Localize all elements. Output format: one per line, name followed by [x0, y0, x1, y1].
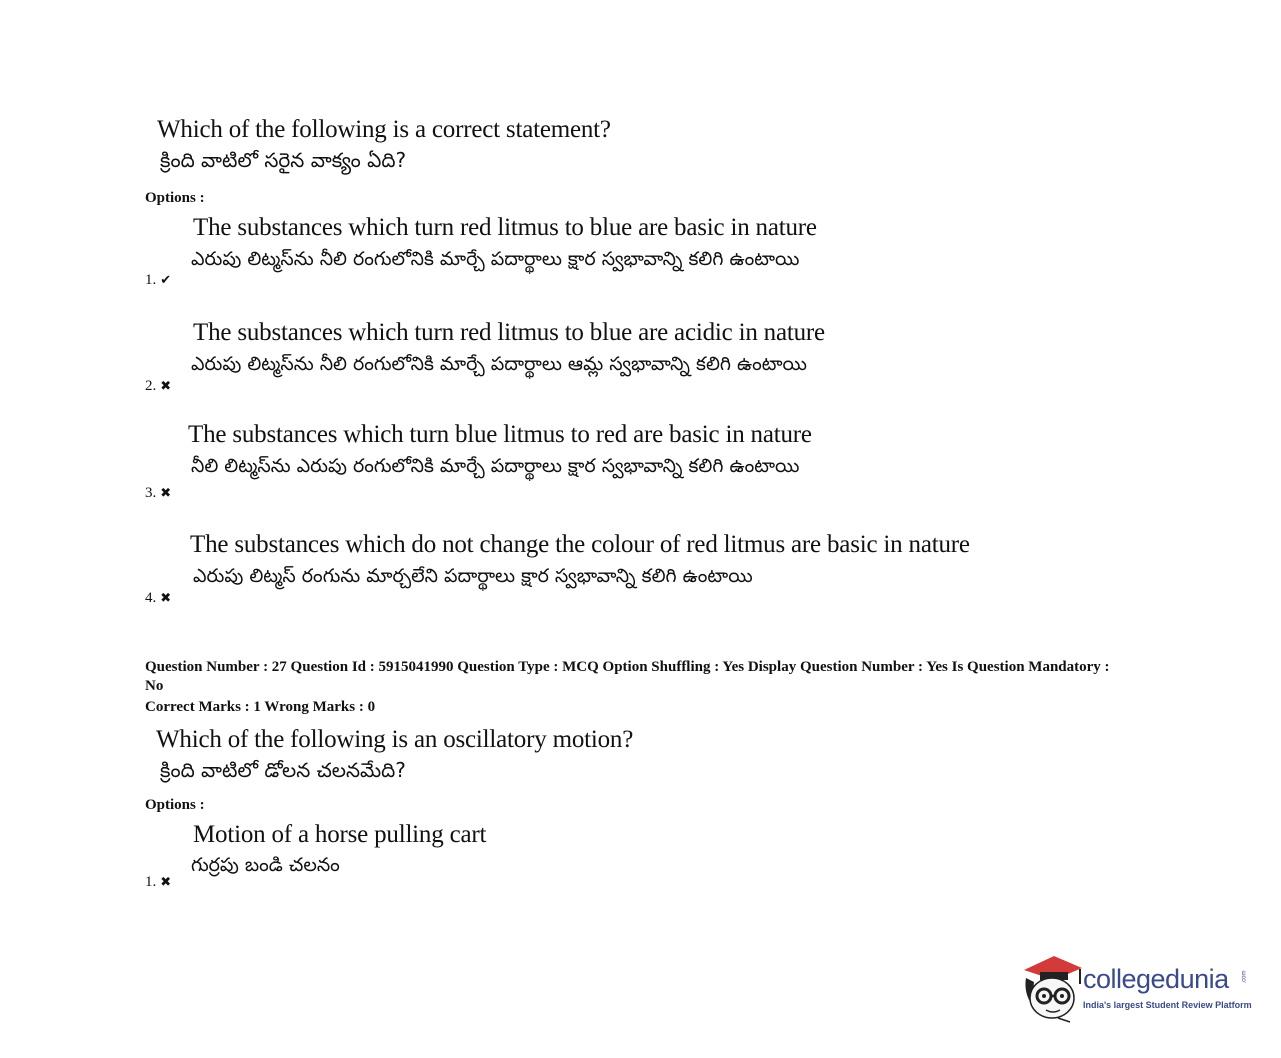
q1-option-1-text-te: ఎరుపు లిట్మస్‌ను నీలి రంగులోనికి మార్చే పదార్థాలు క్షార స్వభావాన్ని కలిగి ఉంటాయి	[191, 248, 800, 270]
q1-option-3-marker	[145, 484, 171, 502]
logo-wordmark: collegedunia	[1083, 964, 1229, 994]
q1-option-3-text-te: నీలి లిట్మస్‌ను ఎరుపు రంగులోనికి మార్చే పదార్థాలు క్షార స్వభావాన్ని కలిగి ఉంటాయి	[191, 455, 800, 477]
q1-option-4-text-te: ఎరుపు లిట్మస్ రంగును మార్చలేని పదార్థాలు క్షార స్వభావాన్ని కలిగి ఉంటాయి	[193, 565, 753, 587]
question-2-text-en: Which of the following is an oscillatory motion?	[156, 726, 634, 753]
cross-icon: ✖	[160, 875, 172, 890]
question-1-text-te: క్రింది వాటిలో సరైన వాక్యం ఏది?	[160, 148, 407, 172]
question-2-marks: Correct Marks : 1 Wrong Marks : 0	[145, 699, 376, 715]
logo-suffix: .com	[1241, 970, 1248, 984]
q1-option-2-text-te: ఎరుపు లిట్మస్‌ను నీలి రంగులోనికి మార్చే పదార్థాలు ఆమ్ల స్వభావాన్ని కలిగి ఉంటాయి	[191, 353, 807, 375]
question-1-options-label: Options :	[145, 190, 205, 206]
collegedunia-logo	[1020, 948, 1260, 1024]
option-number: 1.	[145, 272, 157, 288]
q1-option-1-marker	[145, 271, 171, 289]
logo-tagline: India's largest Student Review Platform	[1083, 1000, 1252, 1010]
mascot-icon	[1020, 948, 1084, 1024]
question-1-text-en: Which of the following is a correct statement?	[157, 116, 611, 143]
option-number: 2.	[145, 378, 157, 394]
q1-option-4-marker	[145, 589, 171, 607]
q2-option-1-text-te: గుర్రపు బండి చలనం	[191, 854, 340, 876]
q1-option-3-text-en: The substances which turn blue litmus to red are basic in nature	[188, 421, 812, 448]
option-number: 1.	[145, 874, 157, 890]
q1-option-2-text-en: The substances which turn red litmus to blue are acidic in nature	[193, 319, 825, 346]
cross-icon: ✖	[160, 591, 172, 606]
question-2-text-te: క్రింది వాటిలో డోలన చలనమేది?	[160, 758, 406, 782]
q2-option-1-marker	[145, 873, 171, 891]
cross-icon: ✖	[160, 486, 172, 501]
question-2-options-label: Options :	[145, 797, 205, 813]
question-2-meta: Question Number : 27 Question Id : 5915041990 Question Type : MCQ Option Shuffling : Yes Display Question Number : Yes Is Question Mandatory : No	[145, 659, 1110, 694]
option-number: 4.	[145, 590, 157, 606]
q1-option-4-text-en: The substances which do not change the colour of red litmus are basic in nature	[190, 531, 970, 558]
option-number: 3.	[145, 485, 157, 501]
check-icon: ✔	[160, 273, 172, 288]
q1-option-1-text-en: The substances which turn red litmus to blue are basic in nature	[193, 214, 817, 241]
cross-icon: ✖	[160, 379, 172, 394]
q1-option-2-marker	[145, 377, 171, 395]
q2-option-1-text-en: Motion of a horse pulling cart	[193, 821, 487, 848]
